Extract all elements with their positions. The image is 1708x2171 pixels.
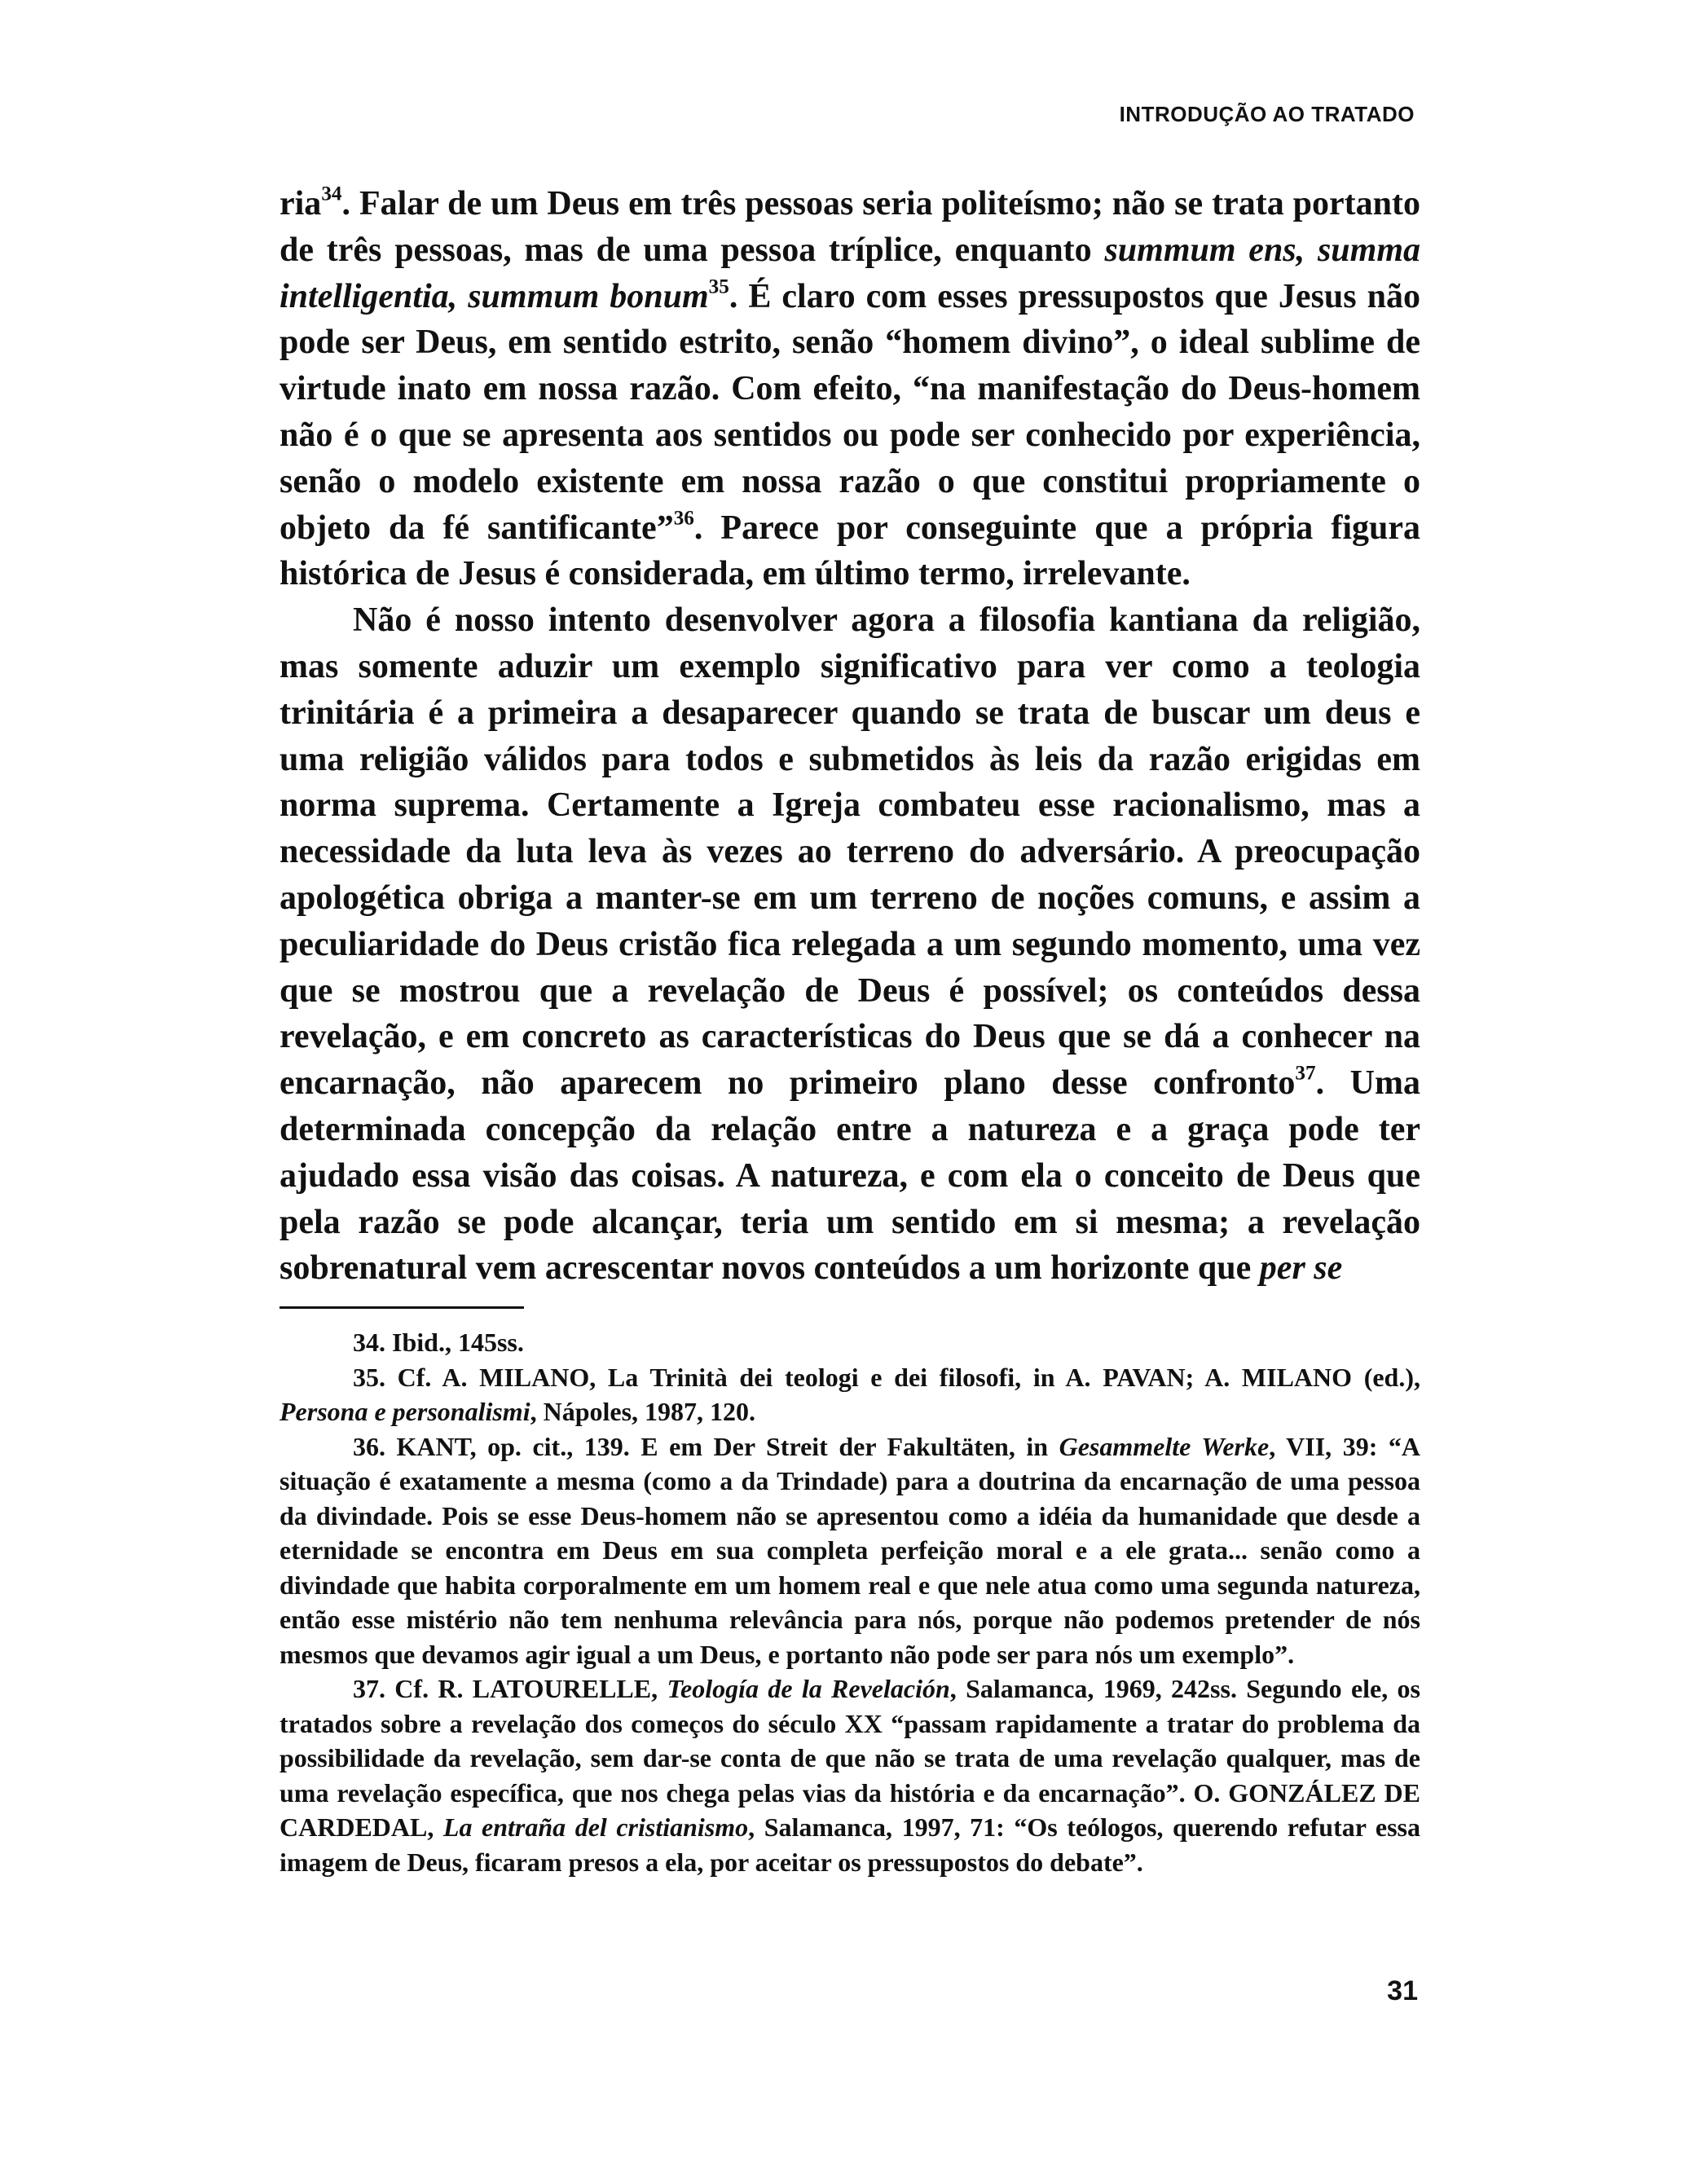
fn37-text-2: , Salamanca, 1969, 242ss. Segundo ele, os tratados sobre a revelação dos começos do século XX “passam rapidamente a tratar do problema da possibilidade da revelação, sem dar-se conta de que não se trata de uma revelação qualquer, mas de uma revelação específica, que nos chega pelas vias da história e da encarnação”. O. GONZÁLEZ DE CARDEDAL, xyxy=(280,1674,1421,1842)
p1-text-3: . É claro com esses pressupostos que Jesus não pode ser Deus, em sentido estrito, senão “homem divino”, o ideal sublime de virtude inato em nossa razão. Com efeito, “na manifestação do Deus-homem não é o que se apresenta aos sentidos ou pode ser conhecido por experiência, senão o modelo existente em nossa razão o que constitui propriamente o objeto da fé santificante” xyxy=(280,277,1420,547)
main-text xyxy=(280,181,1420,1292)
p1-text-2: . Falar de um Deus em três pessoas seria politeísmo; não se trata portanto de três pessoas, mas de uma pessoa tríplice, enquanto xyxy=(280,185,1420,269)
p2-text-1: Não é nosso intento desenvolver agora a filosofia kantiana da religião, mas somente aduzir um exemplo significativo para ver como a teologia trinitária é a primeira a desaparecer quando se trata de buscar um deus e uma religião válidos para todos e submetidos às leis da razão erigidas em norma suprema. Certamente a Igreja combateu esse racionalismo, mas a necessidade da luta leva às vezes ao terreno do adversário. A preocupação apologética obriga a manter-se em um terreno de noções comuns, e assim a peculiaridade do Deus cristão fica relegada a um segundo momento, uma vez que se mostrou que a revelação de Deus é possível; os conteúdos dessa revelação, e em concreto as características do Deus que se dá a conhecer na encarnação, não aparecem no primeiro plano desse confronto xyxy=(280,601,1420,1103)
p1-text-1: ria xyxy=(280,185,322,222)
p2-italic-per-se: per se xyxy=(1259,1249,1343,1288)
fn36-text-2: , VII, 39: “A situação é exatamente a mesma (como a da Trindade) para a doutrina da encarnação de uma pessoa da divindade. Pois se esse Deus-homem não se apresentou como a idéia da humanidade que desde a eternidade se encontra em Deus em sua completa perfeição moral e a ele grata... senão como a divindade que habita corporalmente em um homem real e que nele atua como uma segunda natureza, então esse mistério não tem nenhuma relevância para nós, porque não podemos pretender de nós mesmos que devamos agir igual a um Deus, e portanto não pode ser para nós um exemplo”. xyxy=(280,1431,1421,1669)
footnote-ref-37: 37 xyxy=(1295,1062,1316,1085)
page-number: 31 xyxy=(1387,1975,1418,2006)
footnote-ref-36: 36 xyxy=(673,506,694,529)
footnote-37 xyxy=(280,1671,1420,1879)
fn37-text-3: , Salamanca, 1997, 71: “Os teólogos, querendo refutar essa imagem de Deus, ficaram presos a ela, por aceitar os pressupostos do debate”. xyxy=(280,1812,1421,1877)
p1-italic-latin: summum ens, summa intelligentia, summum bonum xyxy=(280,231,1420,315)
fn35-text-2: , Nápoles, 1987, 120. xyxy=(530,1397,756,1426)
p1-text-4: . Parece por conseguinte que a própria figura histórica de Jesus é considerada, em último termo, irrelevante. xyxy=(280,509,1420,593)
fn37-italic-1: Teología de la Revelación xyxy=(667,1674,950,1703)
footnote-34 xyxy=(280,1325,1420,1360)
footnote-ref-34: 34 xyxy=(321,183,342,205)
p2-text-2: . Uma determinada concepção da relação entre a natureza e a graça pode ter ajudado essa visão das coisas. A natureza, e com ela o conceito de Deus que pela razão se pode alcançar, teria um sentido em si mesma; a revelação sobrenatural vem acrescentar novos conteúdos a um horizonte que xyxy=(280,1064,1420,1288)
paragraph-2 xyxy=(280,597,1420,1292)
footnote-separator xyxy=(280,1306,524,1309)
fn35-text-1: 35. Cf. A. MILANO, La Trinità dei teologi e dei filosofi, in A. PAVAN; A. MILANO (ed.), xyxy=(353,1362,1420,1392)
footnote-ref-35: 35 xyxy=(708,275,729,297)
fn36-italic: Gesammelte Werke xyxy=(1059,1431,1270,1461)
fn34-text: 34. Ibid., 145ss. xyxy=(353,1328,524,1357)
footnote-36 xyxy=(280,1429,1420,1672)
fn37-text-1: 37. Cf. R. LATOURELLE, xyxy=(353,1674,667,1703)
fn36-text-1: 36. KANT, op. cit., 139. E em Der Streit der Fakultäten, in xyxy=(353,1431,1059,1461)
running-header: INTRODUÇÃO AO TRATADO xyxy=(1119,102,1415,126)
footnote-35 xyxy=(280,1360,1420,1429)
fn37-italic-2: La entraña del cristianismo xyxy=(442,1812,749,1842)
fn35-italic: Persona e personalismi xyxy=(280,1397,530,1426)
paragraph-1 xyxy=(280,181,1420,597)
footnotes xyxy=(280,1325,1420,1879)
